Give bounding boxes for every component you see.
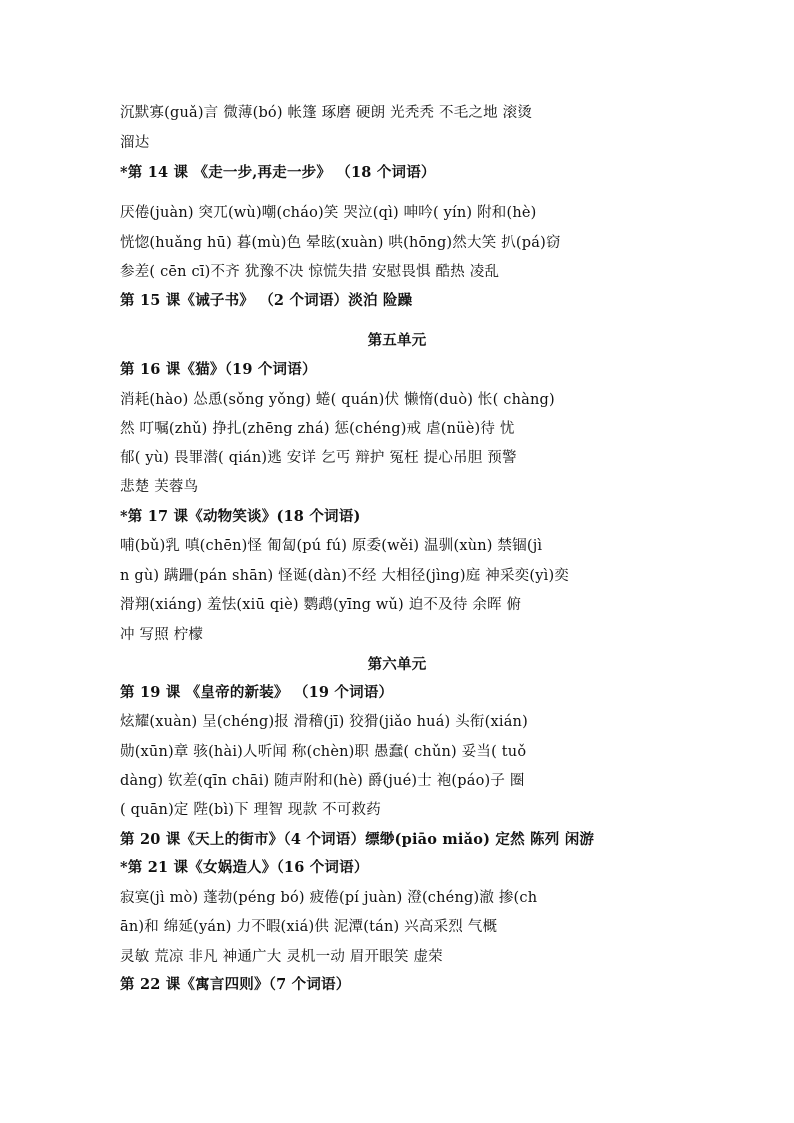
lesson-heading: 第 16 课《猫》（19 个词语） <box>120 361 317 378</box>
text-line: 参差( cēn cī)不齐 犹豫不决 惊慌失措 安慰畏惧 酷热 凌乱 <box>120 264 500 280</box>
text-line: 灵敏 荒凉 非凡 神通广大 灵机一动 眉开眼笑 虚荣 <box>120 949 443 965</box>
lesson-heading: *第 17 课《动物笑谈》(18 个词语) <box>120 508 361 525</box>
text-line: ( quān)定 陛(bì)下 理智 现款 不可救药 <box>120 802 381 818</box>
text-line: 冲 写照 柠檬 <box>120 627 204 643</box>
text-line: 恍惚(huǎng hū) 暮(mù)色 晕眩(xuàn) 哄(hōng)然大笑 扒(pá)窃 <box>120 235 561 251</box>
text-line: 沉默寡(guǎ)言 微薄(bó) 帐篷 琢磨 硬朗 光秃秃 不毛之地 滚烫 <box>120 105 533 121</box>
text-line: 悲楚 芙蓉鸟 <box>120 479 199 495</box>
lesson-heading: 第 19 课 《皇帝的新装》 （19 个词语） <box>120 684 394 701</box>
unit-title: 第五单元 <box>367 332 427 349</box>
lesson-heading: *第 21 课《女娲造人》（16 个词语） <box>120 859 369 876</box>
text-line: 寂寞(jì mò) 蓬勃(péng bó) 疲倦(pí juàn) 澄(chéng)澈 掺(ch <box>120 890 538 906</box>
text-line: n gù) 蹒跚(pán shān) 怪诞(dàn)不经 大相径(jìng)庭 神采奕(yì)奕 <box>120 568 570 584</box>
unit-title: 第六单元 <box>367 656 427 673</box>
text-line: 炫耀(xuàn) 呈(chéng)报 滑稽(jī) 狡猾(jiǎo huá) 头衔(xián) <box>120 714 528 730</box>
text-line: 溜达 <box>120 135 150 151</box>
text-line: 滑翔(xiáng) 羞怯(xiū qiè) 鹦鹉(yīng wǔ) 迫不及待 余晖 俯 <box>120 597 522 613</box>
text-line: 消耗(hào) 怂恿(sǒng yǒng) 蜷( quán)伏 懒惰(duò) 怅( chàng) <box>120 392 555 408</box>
text-line: ān)和 绵延(yán) 力不暇(xiá)供 泥潭(tán) 兴高采烈 气概 <box>120 919 498 935</box>
text-line: 然 叮嘱(zhǔ) 挣扎(zhēng zhá) 惩(chéng)戒 虐(nüè)待 忧 <box>120 421 515 437</box>
lesson-heading: *第 14 课 《走一步,再走一步》 （18 个词语） <box>120 164 436 181</box>
text-line: 郁( yù) 畏罪潜( qián)逃 安详 乞丐 辩护 冤枉 提心吊胆 预警 <box>120 450 517 466</box>
lesson-heading: 第 15 课《诫子书》 （2 个词语）淡泊 险躁 <box>120 292 413 309</box>
text-line: dàng) 钦差(qīn chāi) 随声附和(hè) 爵(jué)士 袍(páo)子 圈 <box>120 773 525 789</box>
lesson-heading: 第 20 课《天上的街市》（4 个词语）缥缈(piāo miǎo) 定然 陈列 闲游 <box>120 831 595 848</box>
text-line: 厌倦(juàn) 突兀(wù)嘲(cháo)笑 哭泣(qì) 呻吟( yín) 附和(hè) <box>120 205 537 221</box>
text-line: 勋(xūn)章 骇(hài)人听闻 称(chèn)职 愚蠢( chǔn) 妥当( tuǒ <box>120 744 527 760</box>
lesson-heading: 第 22 课《寓言四则》（7 个词语） <box>120 976 351 993</box>
text-line: 哺(bǔ)乳 嗔(chēn)怪 匍匐(pú fú) 原委(wěi) 温驯(xùn) 禁锢(jì <box>120 538 543 554</box>
